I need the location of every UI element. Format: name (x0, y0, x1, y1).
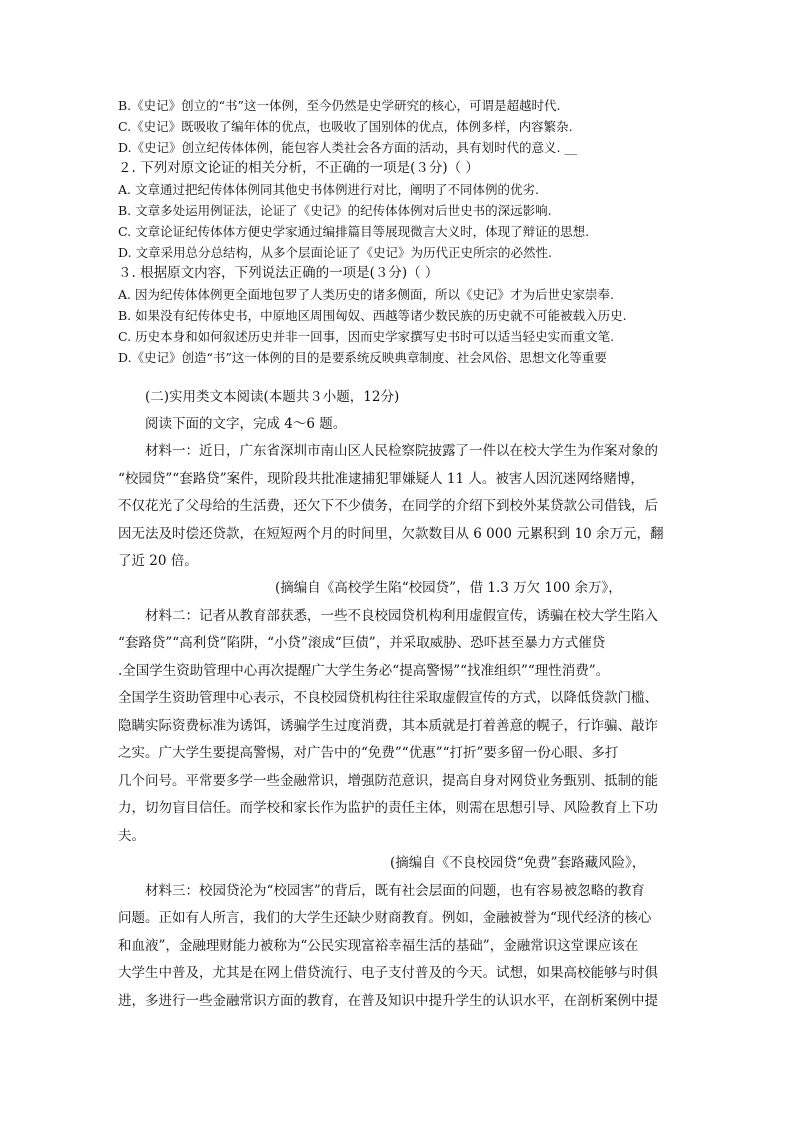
q3-option-d: D.《史记》创造“书”这一体例的目的是要系统反映典章制度、社会风俗、思想文化等重要 (118, 350, 607, 365)
material3-line: 材料三：校园贷沦为“校园害”的背后，既有社会层面的问题，也有容易被忽略的教育 (145, 883, 645, 899)
section-heading: (二)实用类文本阅读(本题共３小题，12分) (145, 389, 400, 405)
q2-stem: ２. 下列对原文论证的相关分析，不正确的一项是(３分)（ ） (118, 160, 479, 176)
q3-option-a: A. 因为纪传体体例更全面地包罗了人类历史的诸多侧面，所以《史记》才为后世史家崇奉. (118, 287, 614, 302)
q3-option-c: C. 历史本身和如何叙述历史并非一回事，因而史学家撰写史书时可以适当轻史实而重文笔. (118, 329, 615, 344)
q2-option-c: C. 文章论证纪传体体方便史学家通过编排篇目等展现微言大义时，体现了辩证的思想. (118, 224, 590, 239)
material2-line: 夫。 (118, 828, 145, 844)
material2-line: 全国学生资助管理中心表示，不良校园贷机构往往采取虚假宣传的方式，以降低贷款门槛、 (118, 690, 658, 706)
material2-line: “套路贷”“高利贷”陷阱，“小贷”滚成“巨债”，并采取威胁、恐吓甚至暴力方式催贷 (118, 635, 606, 651)
material3-line: 和血液”，金融理财能力被称为“公民实现富裕幸福生活的基础”，金融常识这堂课应该在 (118, 938, 639, 954)
material2-line: 之实。广大学生要提高警惕，对广告中的“免费”“优惠”“打折”要多留一份心眼、多打 (118, 745, 619, 761)
material2-line: .全国学生资助管理中心再次提醒广大学生务必“提高警惕”“找准组织”“理性消费”。 (118, 663, 610, 679)
q1-option-d: D.《史记》创立纪传体体例，能包容人类社会各方面的活动，具有划时代的意义. __ (118, 140, 577, 155)
reading-instruction: 阅读下面的文字，完成 4～6 题。 (145, 416, 347, 432)
material3-line: 进，多进行一些金融常识方面的教育，在普及知识中提升学生的认识水平，在剖析案例中提 (118, 993, 658, 1009)
material1-line: 材料一：近日，广东省深圳市南山区人民检察院披露了一件以在校大学生为作案对象的 (145, 443, 658, 459)
material3-line: 问题。正如有人所言，我们的大学生还缺少财商教育。例如，金融被誉为“现代经济的核心 (118, 910, 652, 926)
material3-line: 大学生中普及，尤其是在网上借贷流行、电子支付普及的今天。试想，如果高校能够与时俱 (118, 965, 658, 981)
source-citation-2: (摘编自《不良校园贷“免费”套路藏风险》， (390, 855, 646, 871)
source-citation-1: (摘编自《高校学生陷“校园贷”，借 1.3 万欠 100 余万》， (275, 580, 622, 596)
q3-option-b: B. 如果没有纪传体史书，中原地区周围匈奴、西越等诸少数民族的历史就不可能被载入历史. (118, 308, 627, 323)
q2-option-d: D. 文章采用总分总结构，从多个层面论证了《史记》为历代正史所宗的必然性. (118, 245, 552, 260)
material1-line: “校园贷”“套路贷”案件，现阶段共批准逮捕犯罪嫌疑人 11 人。被害人因沉迷网络赌博， (118, 471, 644, 487)
material1-line: 不仅花光了父母给的生活费，还欠下不少债务，在同学的介绍下到校外某贷款公司借钱，后 (118, 498, 658, 514)
q2-option-b: B. 文章多处运用例证法，论证了《史记》的纪传体体例对后世史书的深远影响. (118, 203, 552, 218)
q1-option-b: B.《史记》创立的“书”这一体例，至今仍然是史学研究的核心，可谓是超越时代. (118, 98, 561, 113)
material2-line: 材料二：记者从教育部获悉，一些不良校园贷机构利用虚假宣传，诱骗在校大学生陷入 (145, 608, 658, 624)
q1-option-c: C.《史记》既吸收了编年体的优点，也吸收了国别体的优点，体例多样，内容繁杂. (118, 119, 573, 134)
q2-option-a: A. 文章通过把纪传体体例同其他史书体例进行对比，阐明了不同体例的优劣. (118, 182, 539, 197)
q3-stem: ３. 根据原文内容，下列说法正确的一项是(３分)（ ） (118, 265, 439, 281)
material1-line: 了近 20 倍。 (118, 553, 198, 569)
material2-line: 隐瞒实际资费标准为诱饵，诱骗学生过度消费，其本质就是打着善意的幌子，行诈骗、敲诈 (118, 718, 658, 734)
material2-line: 几个问号。平常要多学一些金融常识，增强防范意识，提高自身对网贷业务甄别、抵制的能 (118, 773, 658, 789)
material1-line: 因无法及时偿还贷款，在短短两个月的时间里，欠款数目从 6 000 元累积到 10 余万元，翻 (118, 526, 664, 542)
material2-line: 力，切勿盲目信任。而学校和家长作为监护的责任主体，则需在思想引导、风险教育上下功 (118, 800, 658, 816)
